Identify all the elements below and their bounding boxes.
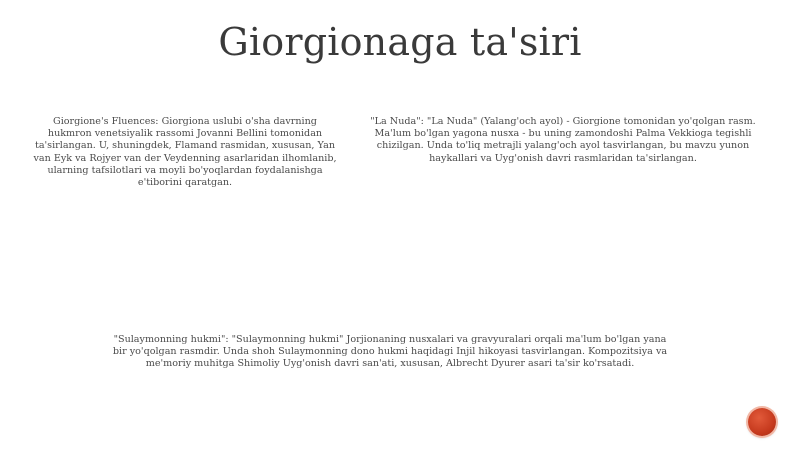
paragraph-judgement-of-solomon: "Sulaymonning hukmi": "Sulaymonning hukmi" Jorjionaning nusxalari va gravyuralari orqali ma'lum bo'lgan yana bir yo'qolgan rasmdir. Unda shoh Sulaymonning dono hukmi haqidagi Injil hikoyasi tasvirlangan. Kompozitsiya va me'moriy muhitga Shimoliy Uyg'onish davri san'ati, xususan, Albrecht Dyurer asari ta'sir ko'rsatadi. [112,334,668,370]
slide-title: Giorgionaga ta'siri [218,20,582,64]
paragraph-la-nuda: "La Nuda": "La Nuda" (Yalang'och ayol) - Giorgione tomonidan yo'qolgan rasm. Ma'lum bo'lgan yagona nusxa - bu uning zamondoshi Palma Vekkioga tegishli chizilgan. Unda to'liq metrajli yalang'och ayol tasvirlangan, bu mavzu yunon haykallari va Uyg'onish davri rasmlaridan ta'sirlangan. [370,116,756,164]
slide-nav-button-icon[interactable] [748,408,776,436]
paragraph-giorgione-influences: Giorgione's Fluences: Giorgiona uslubi o'sha davrning hukmron venetsiyalik rassomi Jovanni Bellini tomonidan ta'sirlangan. U, shuningdek, Flamand rasmidan, xususan, Yan van Eyk va Rojyer van der Veydenning asarlaridan ilhomlanib, ularning tafsilotlari va moyli bo'yoqlardan foydalanishga e'tiborini qaratgan. [33,116,337,189]
